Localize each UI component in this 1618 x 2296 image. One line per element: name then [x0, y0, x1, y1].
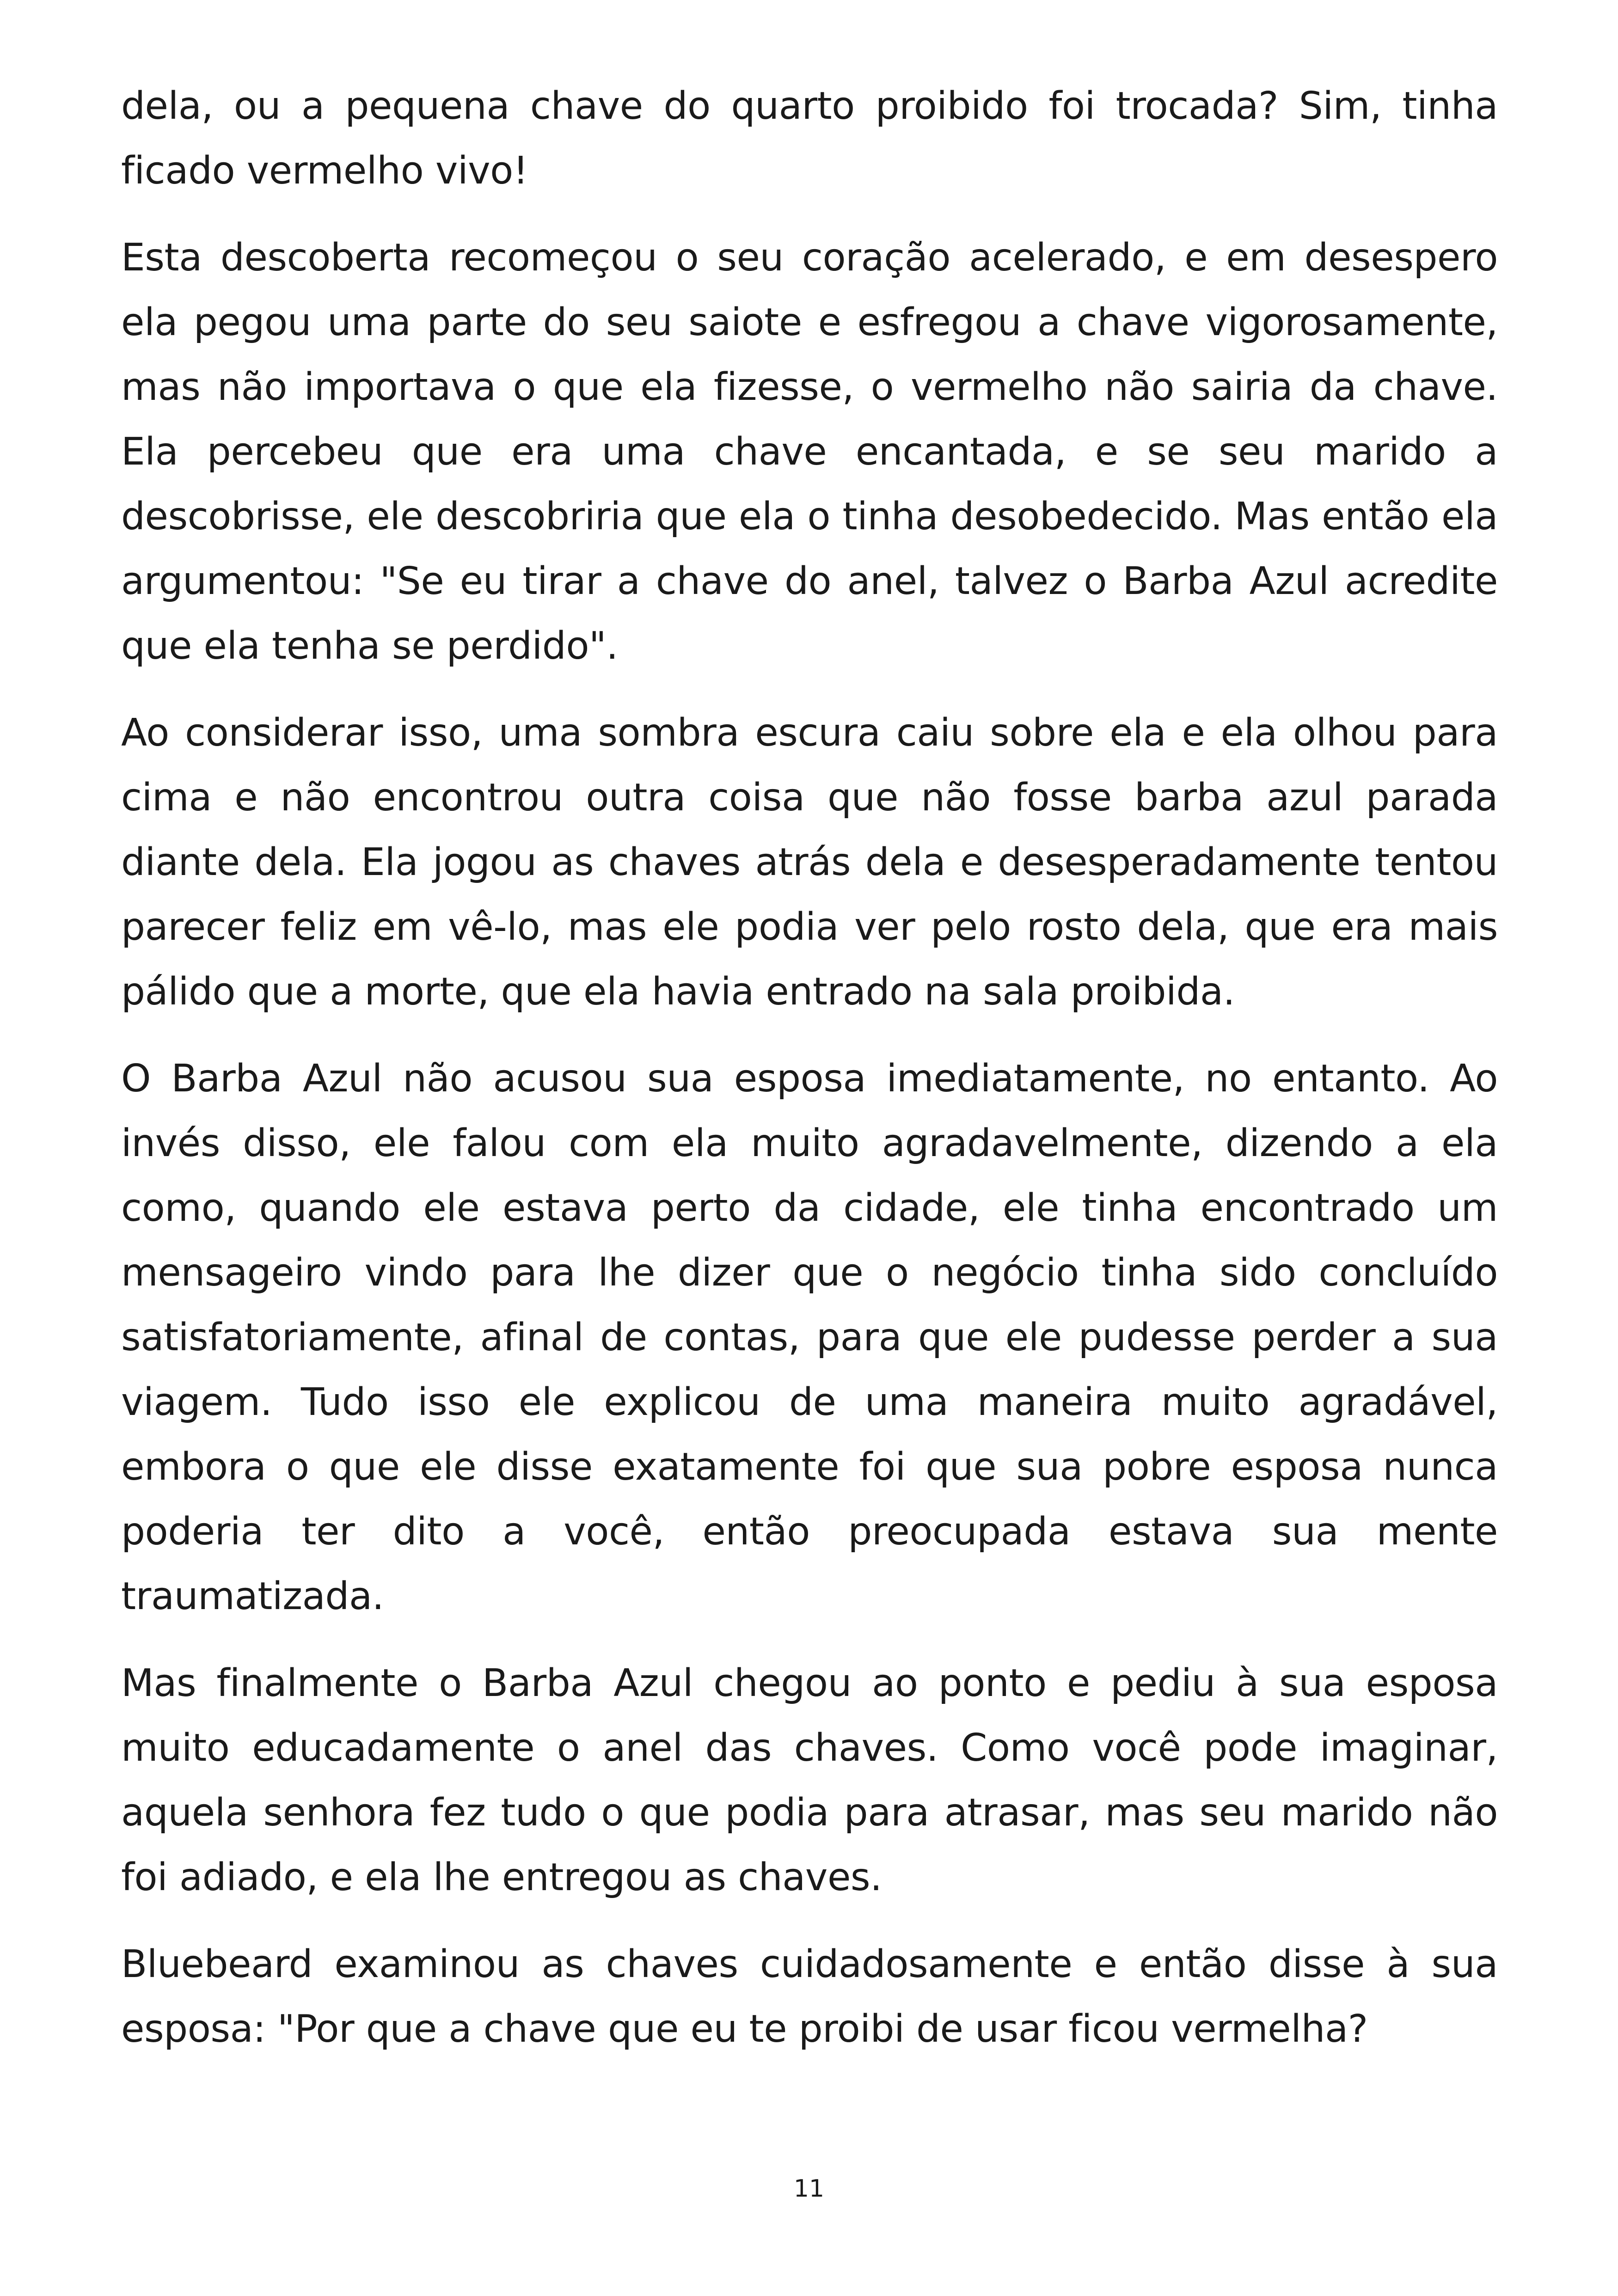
paragraph: dela, ou a pequena chave do quarto proibido foi trocada? Sim, tinha ficado vermelho vivo! [121, 84, 1498, 193]
page-number: 11 [793, 2175, 825, 2203]
paragraph: O Barba Azul não acusou sua esposa imediatamente, no entanto. Ao invés disso, ele falou com ela muito agradavelmente, dizendo a ela como, quando ele estava perto da cidade, ele tinha encontrado um mensageiro vindo para lhe dizer que o negócio tinha sido concluído satisfatoriamente, afinal de contas, para que ele pudesse perder a sua viagem. Tudo isso ele explicou de uma maneira muito agradável, embora o que ele disse exatamente foi que sua pobre esposa nunca poderia ter dito a você, então preocupada estava sua mente traumatizada. [121, 1057, 1498, 1618]
paragraph: Mas finalmente o Barba Azul chegou ao ponto e pediu à sua esposa muito educadamente o anel das chaves. Como você pode imaginar, aquela senhora fez tudo o que podia para atrasar, mas seu marido não foi adiado, e ela lhe entregou as chaves. [121, 1661, 1498, 1899]
paragraph: Esta descoberta recomeçou o seu coração acelerado, e em desespero ela pegou uma parte do seu saiote e esfregou a chave vigorosamente, mas não importava o que ela fizesse, o vermelho não sairia da chave. Ela percebeu que era uma chave encantada, e se seu marido a descobrisse, ele descobriria que ela o tinha desobedecido. Mas então ela argumentou: "Se eu tirar a chave do anel, talvez o Barba Azul acredite que ela tenha se perdido". [121, 236, 1498, 668]
paragraph: Ao considerar isso, uma sombra escura caiu sobre ela e ela olhou para cima e não encontrou outra coisa que não fosse barba azul parada diante dela. Ela jogou as chaves atrás dela e desesperadamente tentou parecer feliz em vê-lo, mas ele podia ver pelo rosto dela, que era mais pálido que a morte, que ela havia entrado na sala proibida. [121, 711, 1498, 1014]
paragraph: Bluebeard examinou as chaves cuidadosamente e então disse à sua esposa: "Por que a chave que eu te proibi de usar ficou vermelha? [121, 1942, 1498, 2051]
body-text [121, 74, 1498, 2084]
